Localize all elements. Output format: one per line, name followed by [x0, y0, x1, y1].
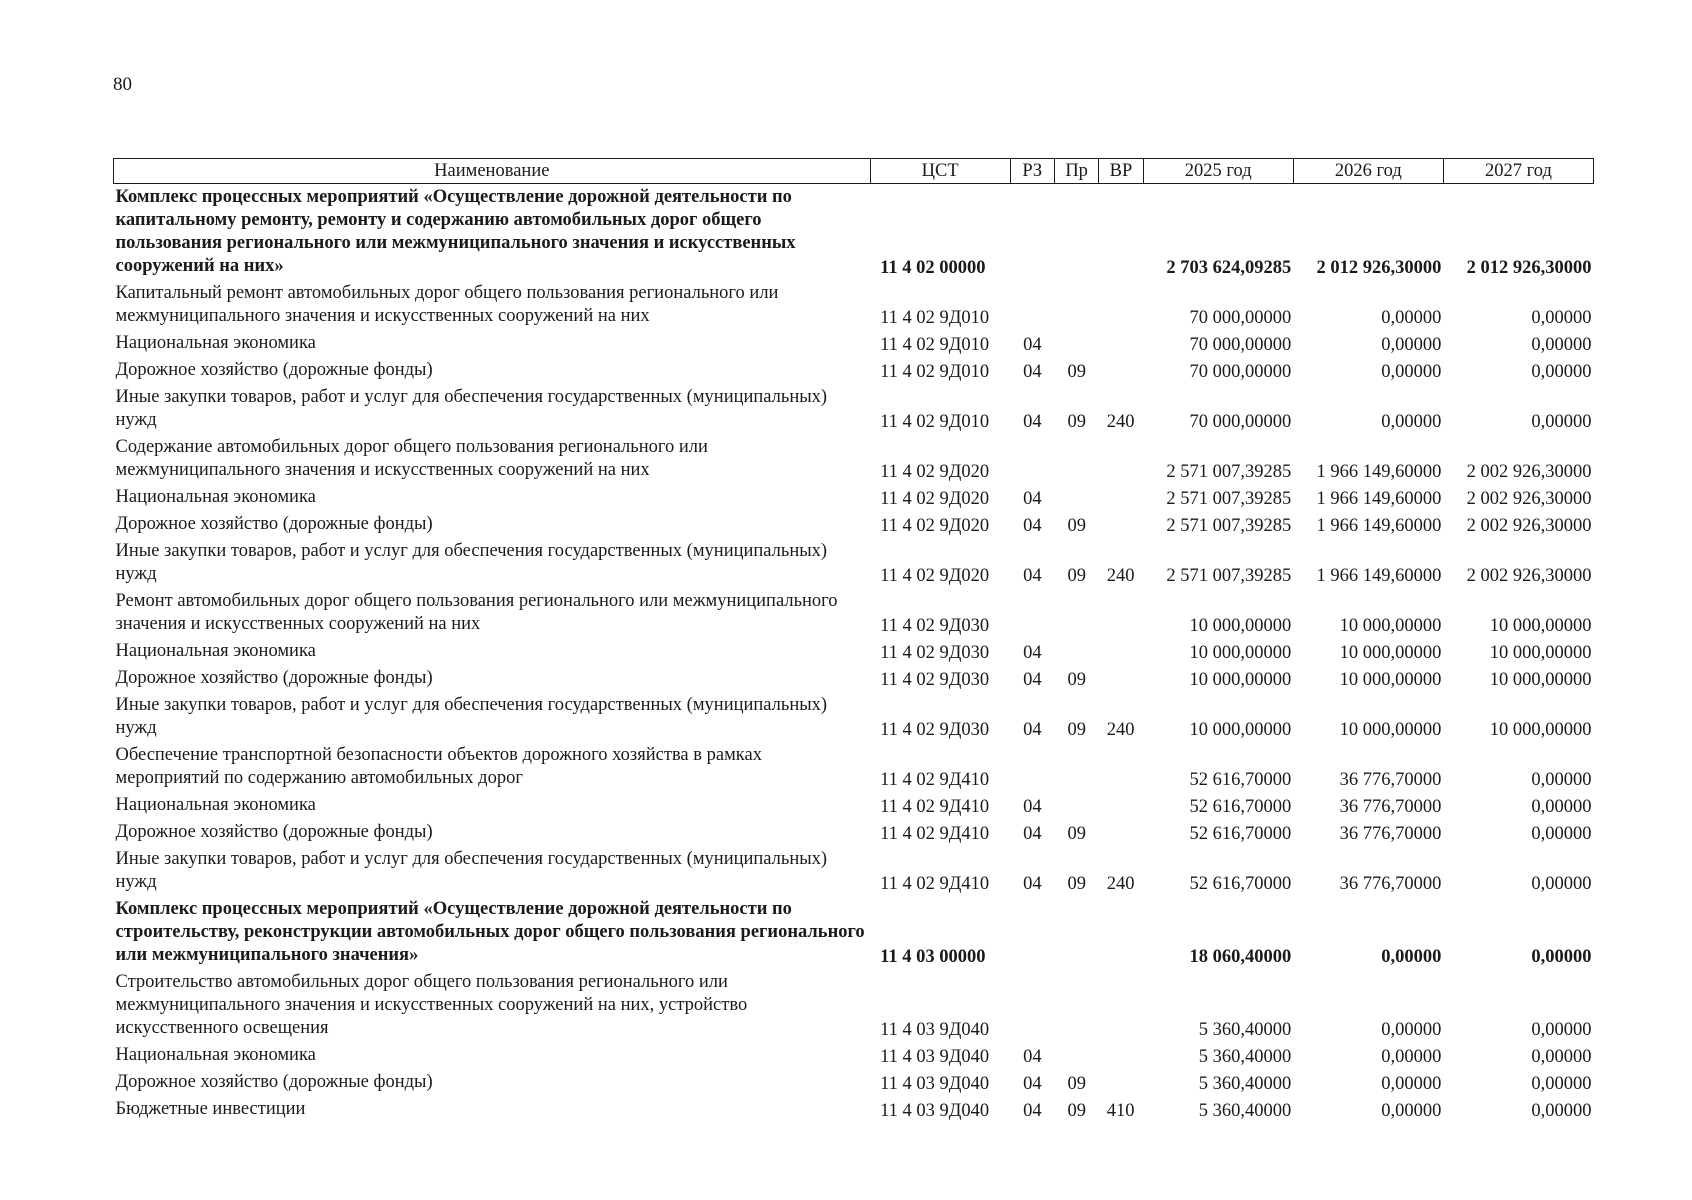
cell-pr: 09 — [1067, 1101, 1086, 1121]
cell-rz: 04 — [1023, 566, 1042, 586]
cell-2025: 52 616,70000 — [1189, 874, 1292, 894]
cell-2027: 0,00000 — [1531, 874, 1592, 894]
cell-cst: 11 4 02 9Д030 — [880, 670, 990, 690]
table-row — [114, 511, 1594, 538]
cell-2026: 0,00000 — [1381, 412, 1442, 432]
table-row — [114, 638, 1594, 665]
cell-name: Капитальный ремонт автомобильных дорог общего пользования регионального или межмуниципального значения и искусственных сооружений на них — [115, 283, 779, 326]
cell-cst: 11 4 02 9Д020 — [880, 566, 990, 586]
cell-vr — [1099, 434, 1143, 484]
cell-name: Национальная экономика — [115, 1045, 316, 1065]
cell-vr — [1099, 792, 1143, 819]
cell-cst: 11 4 02 9Д020 — [880, 489, 990, 509]
cell-2027: 0,00000 — [1531, 947, 1592, 967]
cell-rz: 04 — [1023, 1101, 1042, 1121]
cell-cst: 11 4 03 9Д040 — [880, 1020, 990, 1040]
cell-2026: 10 000,00000 — [1339, 643, 1442, 663]
cell-2027: 10 000,00000 — [1489, 720, 1592, 740]
cell-2026: 1 966 149,60000 — [1316, 566, 1442, 586]
cell-2027: 10 000,00000 — [1489, 616, 1592, 636]
cell-vr — [1099, 1042, 1143, 1069]
cell-2027: 10 000,00000 — [1489, 670, 1592, 690]
cell-2027: 0,00000 — [1531, 1020, 1592, 1040]
table-row — [114, 846, 1594, 896]
cell-cst: 11 4 02 9Д010 — [880, 308, 990, 328]
cell-rz: 04 — [1023, 874, 1042, 894]
cell-2027: 2 012 926,30000 — [1466, 258, 1592, 278]
cell-rz: 04 — [1023, 516, 1042, 536]
cell-2026: 0,00000 — [1381, 335, 1442, 355]
cell-2026: 36 776,70000 — [1339, 824, 1442, 844]
header-pr: Пр — [1054, 159, 1098, 184]
cell-2027: 0,00000 — [1531, 797, 1592, 817]
table-body — [114, 184, 1594, 1124]
cell-pr — [1054, 280, 1098, 330]
cell-cst: 11 4 02 9Д030 — [880, 616, 990, 636]
cell-rz: 04 — [1023, 720, 1042, 740]
cell-name: Иные закупки товаров, работ и услуг для обеспечения государственных (муниципальных) нужд — [115, 695, 828, 738]
cell-2027: 2 002 926,30000 — [1466, 566, 1592, 586]
cell-vr — [1099, 484, 1143, 511]
table-row — [114, 184, 1594, 281]
cell-rz: 04 — [1023, 412, 1042, 432]
cell-pr — [1054, 742, 1098, 792]
cell-name: Дорожное хозяйство (дорожные фонды) — [115, 360, 433, 380]
cell-vr: 240 — [1106, 874, 1135, 894]
cell-pr: 09 — [1067, 874, 1086, 894]
cell-2025: 2 703 624,09285 — [1166, 258, 1292, 278]
table-row — [114, 280, 1594, 330]
cell-name: Дорожное хозяйство (дорожные фонды) — [115, 1072, 433, 1092]
cell-2026: 0,00000 — [1381, 362, 1442, 382]
table-row — [114, 665, 1594, 692]
table-row — [114, 1096, 1594, 1123]
cell-name: Иные закупки товаров, работ и услуг для обеспечения государственных (муниципальных) нужд — [115, 387, 828, 430]
cell-name: Содержание автомобильных дорог общего пользования регионального или межмуниципального значения и искусственных сооружений на них — [115, 437, 708, 480]
cell-2026: 0,00000 — [1381, 1074, 1442, 1094]
cell-name: Национальная экономика — [115, 795, 316, 815]
cell-pr — [1054, 792, 1098, 819]
cell-2025: 52 616,70000 — [1189, 797, 1292, 817]
cell-rz: 04 — [1023, 824, 1042, 844]
cell-rz: 04 — [1023, 362, 1042, 382]
cell-cst: 11 4 02 00000 — [880, 258, 986, 278]
table-row — [114, 538, 1594, 588]
table-row — [114, 384, 1594, 434]
cell-2025: 52 616,70000 — [1189, 824, 1292, 844]
cell-2027: 0,00000 — [1531, 412, 1592, 432]
cell-vr: 410 — [1106, 1101, 1135, 1121]
header-2027: 2027 год — [1443, 159, 1593, 184]
cell-cst: 11 4 03 9Д040 — [880, 1074, 990, 1094]
cell-vr — [1099, 638, 1143, 665]
cell-2025: 10 000,00000 — [1189, 643, 1292, 663]
cell-2025: 18 060,40000 — [1189, 947, 1292, 967]
cell-2027: 0,00000 — [1531, 335, 1592, 355]
cell-2027: 2 002 926,30000 — [1466, 516, 1592, 536]
cell-name: Бюджетные инвестиции — [115, 1099, 306, 1119]
cell-2026: 36 776,70000 — [1339, 770, 1442, 790]
cell-rz — [1010, 184, 1054, 281]
cell-2025: 10 000,00000 — [1189, 670, 1292, 690]
cell-2027: 0,00000 — [1531, 1074, 1592, 1094]
cell-rz: 04 — [1023, 1047, 1042, 1067]
cell-rz — [1010, 434, 1054, 484]
cell-2025: 70 000,00000 — [1189, 412, 1292, 432]
cell-pr — [1054, 330, 1098, 357]
cell-cst: 11 4 02 9Д030 — [880, 643, 990, 663]
cell-pr — [1054, 588, 1098, 638]
cell-2026: 36 776,70000 — [1339, 874, 1442, 894]
cell-2026: 1 966 149,60000 — [1316, 516, 1442, 536]
cell-vr — [1099, 511, 1143, 538]
header-rz: РЗ — [1010, 159, 1054, 184]
cell-name: Дорожное хозяйство (дорожные фонды) — [115, 822, 433, 842]
cell-rz: 04 — [1023, 489, 1042, 509]
cell-2026: 36 776,70000 — [1339, 797, 1442, 817]
cell-2027: 0,00000 — [1531, 1101, 1592, 1121]
table-row — [114, 484, 1594, 511]
cell-pr: 09 — [1067, 670, 1086, 690]
cell-pr — [1054, 484, 1098, 511]
table-row — [114, 330, 1594, 357]
cell-2025: 52 616,70000 — [1189, 770, 1292, 790]
cell-2026: 10 000,00000 — [1339, 616, 1442, 636]
cell-vr — [1099, 184, 1143, 281]
header-name: Наименование — [114, 159, 871, 184]
cell-2026: 1 966 149,60000 — [1316, 462, 1442, 482]
cell-name: Дорожное хозяйство (дорожные фонды) — [115, 514, 433, 534]
cell-2026: 0,00000 — [1381, 947, 1442, 967]
table-row — [114, 1069, 1594, 1096]
cell-rz — [1010, 742, 1054, 792]
cell-cst: 11 4 02 9Д020 — [880, 516, 990, 536]
cell-pr — [1054, 896, 1098, 969]
table-row — [114, 588, 1594, 638]
cell-cst: 11 4 02 9Д410 — [880, 824, 990, 844]
cell-2026: 0,00000 — [1381, 1101, 1442, 1121]
cell-rz — [1010, 588, 1054, 638]
cell-2025: 2 571 007,39285 — [1166, 516, 1292, 536]
cell-cst: 11 4 03 9Д040 — [880, 1101, 990, 1121]
cell-name: Обеспечение транспортной безопасности объектов дорожного хозяйства в рамках мероприятий по содержанию автомобильных дорог — [115, 745, 762, 788]
cell-cst: 11 4 02 9Д410 — [880, 797, 990, 817]
cell-vr: 240 — [1106, 566, 1135, 586]
table-row — [114, 969, 1594, 1042]
cell-2026: 10 000,00000 — [1339, 720, 1442, 740]
cell-vr — [1099, 665, 1143, 692]
cell-cst: 11 4 02 9Д010 — [880, 412, 990, 432]
cell-name: Иные закупки товаров, работ и услуг для обеспечения государственных (муниципальных) нужд — [115, 541, 828, 584]
cell-rz: 04 — [1023, 797, 1042, 817]
cell-name: Комплекс процессных мероприятий «Осуществление дорожной деятельности по капитальному ремонту, ремонту и содержанию автомобильных дорог общего пользования регионального или межмуниципального значения и искусственных сооружений на них» — [115, 187, 796, 276]
cell-name: Национальная экономика — [115, 641, 316, 661]
cell-2027: 10 000,00000 — [1489, 643, 1592, 663]
cell-vr — [1099, 357, 1143, 384]
cell-vr — [1099, 819, 1143, 846]
header-vr: ВР — [1099, 159, 1143, 184]
cell-rz: 04 — [1023, 670, 1042, 690]
table-row — [114, 792, 1594, 819]
cell-vr: 240 — [1106, 720, 1135, 740]
cell-pr: 09 — [1067, 1074, 1086, 1094]
cell-cst: 11 4 02 9Д030 — [880, 720, 990, 740]
cell-vr — [1099, 1069, 1143, 1096]
cell-name: Иные закупки товаров, работ и услуг для обеспечения государственных (муниципальных) нужд — [115, 849, 828, 892]
cell-pr: 09 — [1067, 516, 1086, 536]
cell-name: Ремонт автомобильных дорог общего пользования регионального или межмуниципального значения и искусственных сооружений на них — [115, 591, 838, 634]
cell-cst: 11 4 02 9Д410 — [880, 770, 990, 790]
cell-2027: 0,00000 — [1531, 308, 1592, 328]
cell-2026: 10 000,00000 — [1339, 670, 1442, 690]
cell-name: Национальная экономика — [115, 487, 316, 507]
page-number: 80 — [113, 74, 132, 95]
cell-pr — [1054, 638, 1098, 665]
cell-2027: 2 002 926,30000 — [1466, 462, 1592, 482]
cell-cst: 11 4 03 9Д040 — [880, 1047, 990, 1067]
header-2026: 2026 год — [1293, 159, 1443, 184]
table-row — [114, 819, 1594, 846]
cell-pr: 09 — [1067, 824, 1086, 844]
cell-name: Национальная экономика — [115, 333, 316, 353]
cell-2025: 70 000,00000 — [1189, 308, 1292, 328]
cell-vr: 240 — [1106, 412, 1135, 432]
cell-cst: 11 4 03 00000 — [880, 947, 986, 967]
header-cst: ЦСТ — [870, 159, 1010, 184]
header-2025: 2025 год — [1143, 159, 1293, 184]
cell-vr — [1099, 742, 1143, 792]
cell-2025: 5 360,40000 — [1198, 1020, 1292, 1040]
cell-2027: 0,00000 — [1531, 362, 1592, 382]
cell-2025: 10 000,00000 — [1189, 616, 1292, 636]
cell-rz: 04 — [1023, 1074, 1042, 1094]
cell-cst: 11 4 02 9Д010 — [880, 362, 990, 382]
cell-pr — [1054, 434, 1098, 484]
cell-rz: 04 — [1023, 335, 1042, 355]
table-row — [114, 434, 1594, 484]
cell-pr: 09 — [1067, 412, 1086, 432]
cell-2026: 0,00000 — [1381, 308, 1442, 328]
table-row — [114, 896, 1594, 969]
cell-name: Комплекс процессных мероприятий «Осуществление дорожной деятельности по строительству, реконструкции автомобильных дорог общего пользования регионального или межмуниципального значения» — [115, 899, 865, 965]
cell-rz: 04 — [1023, 643, 1042, 663]
budget-table — [113, 158, 1594, 1123]
table-row — [114, 692, 1594, 742]
cell-2025: 5 360,40000 — [1198, 1074, 1292, 1094]
cell-rz — [1010, 280, 1054, 330]
table-row — [114, 1042, 1594, 1069]
cell-2027: 0,00000 — [1531, 1047, 1592, 1067]
cell-pr — [1054, 969, 1098, 1042]
table-header — [114, 159, 1594, 184]
cell-2026: 0,00000 — [1381, 1047, 1442, 1067]
header-row — [114, 159, 1594, 184]
cell-name: Дорожное хозяйство (дорожные фонды) — [115, 668, 433, 688]
cell-2025: 2 571 007,39285 — [1166, 462, 1292, 482]
cell-2027: 0,00000 — [1531, 824, 1592, 844]
cell-2026: 2 012 926,30000 — [1316, 258, 1442, 278]
cell-pr — [1054, 184, 1098, 281]
cell-vr — [1099, 896, 1143, 969]
cell-pr — [1054, 1042, 1098, 1069]
cell-2025: 2 571 007,39285 — [1166, 489, 1292, 509]
cell-rz — [1010, 969, 1054, 1042]
cell-rz — [1010, 896, 1054, 969]
cell-2025: 2 571 007,39285 — [1166, 566, 1292, 586]
cell-2027: 2 002 926,30000 — [1466, 489, 1592, 509]
cell-2026: 1 966 149,60000 — [1316, 489, 1442, 509]
cell-2025: 70 000,00000 — [1189, 362, 1292, 382]
cell-cst: 11 4 02 9Д020 — [880, 462, 990, 482]
cell-vr — [1099, 969, 1143, 1042]
cell-vr — [1099, 588, 1143, 638]
cell-name: Строительство автомобильных дорог общего пользования регионального или межмуниципального значения и искусственных сооружений на них, устройство искусственного освещения — [115, 972, 748, 1038]
cell-cst: 11 4 02 9Д010 — [880, 335, 990, 355]
cell-2027: 0,00000 — [1531, 770, 1592, 790]
cell-2025: 5 360,40000 — [1198, 1047, 1292, 1067]
cell-pr: 09 — [1067, 362, 1086, 382]
cell-vr — [1099, 330, 1143, 357]
cell-2025: 5 360,40000 — [1198, 1101, 1292, 1121]
cell-2025: 70 000,00000 — [1189, 335, 1292, 355]
cell-cst: 11 4 02 9Д410 — [880, 874, 990, 894]
cell-pr: 09 — [1067, 566, 1086, 586]
table-row — [114, 742, 1594, 792]
table-row — [114, 357, 1594, 384]
cell-pr: 09 — [1067, 720, 1086, 740]
cell-vr — [1099, 280, 1143, 330]
cell-2026: 0,00000 — [1381, 1020, 1442, 1040]
cell-2025: 10 000,00000 — [1189, 720, 1292, 740]
